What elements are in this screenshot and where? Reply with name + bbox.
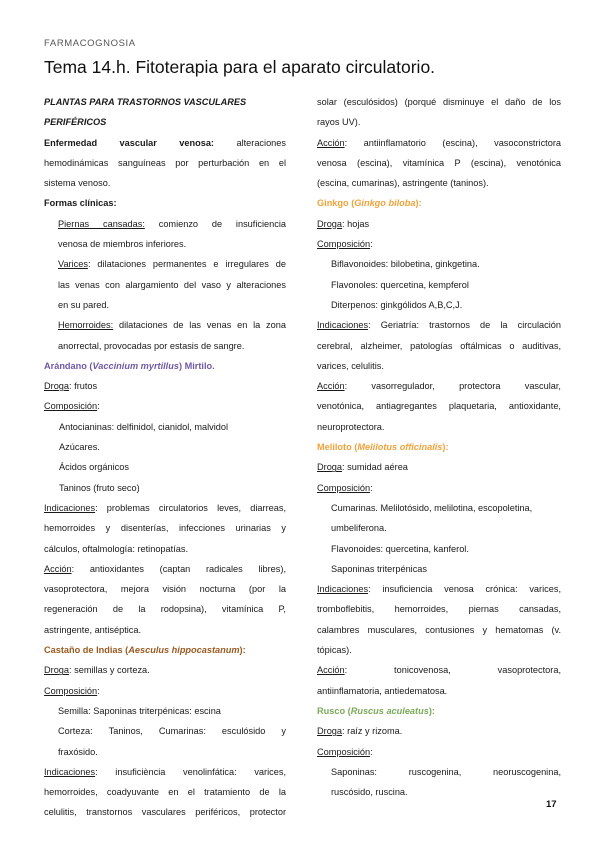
acc-label: Acción — [317, 665, 345, 676]
rusco-end: ): — [428, 705, 435, 716]
comp-colon: : — [370, 482, 373, 493]
meliloto-common: Meliloto ( — [317, 442, 358, 453]
acc-text: : antiinflamatorio (escina), vasoconstrictora — [344, 137, 561, 148]
varices-line-3: en su pared. — [58, 299, 110, 310]
meliloto-comp — [317, 478, 561, 498]
castano-heading — [44, 640, 286, 660]
list-item: Semilla: Saponinas triterpénicas: escina — [58, 705, 221, 716]
meliloto-heading — [317, 437, 561, 457]
comp-colon: : — [370, 746, 373, 757]
droga-label: Droga — [317, 218, 343, 229]
hem-line-1 — [44, 315, 286, 335]
varices-label: Varices — [58, 259, 88, 270]
ind-label: Indicaciones — [317, 320, 369, 331]
castano-ind-2: hemorroides, coadyuvante en el tratamiento de la — [44, 787, 286, 798]
castano-ind-3: celulitis, transtornos vasculares periféricos, protector — [44, 807, 286, 818]
varices-text: : dilataciones permanentes e irregulares de — [87, 259, 286, 270]
droga-label: Droga — [317, 726, 343, 737]
hem-label: Hemorroides: — [58, 320, 114, 331]
meliloto-ind-3: calambres musculares, contusiones y hematomas (v. — [317, 624, 561, 635]
meliloto-acc-1 — [317, 660, 561, 680]
list-item: Antocianinas: delfinidol, cianidol, malvidol — [59, 421, 229, 432]
arandano-acc-3: regeneración de la rodopsina), vitamínica P, — [44, 604, 286, 615]
left-column — [44, 92, 286, 823]
list-item: Taninos (fruto seco) — [59, 482, 140, 493]
ind-label: Indicaciones — [44, 766, 96, 777]
piernas-line-1 — [44, 214, 286, 234]
rusco-latin: Ruscus aculeatus — [350, 705, 429, 716]
formas-heading: Formas clínicas: — [44, 198, 117, 209]
cont-line-1: solar (esculósidos) (porqué disminuye el daño de los — [317, 97, 561, 107]
comp-label: Composición — [317, 239, 371, 250]
meliloto-latin: Melilotus officinalis — [357, 442, 443, 453]
right-column — [317, 92, 561, 802]
ginkgo-droga — [317, 214, 561, 234]
droga-label: Droga — [44, 381, 70, 392]
comp-label: Composición — [44, 685, 98, 696]
acc-label: Acción — [44, 563, 72, 574]
list-item: Flavonoides: quercetina, kanferol. — [331, 543, 469, 554]
acc-label: Acción — [317, 137, 345, 148]
ind-label: Indicaciones — [317, 584, 369, 595]
enf-label: Enfermedad vascular venosa: — [44, 137, 214, 148]
castano-common: Castaño de Indias ( — [44, 645, 129, 656]
ginkgo-heading — [317, 193, 561, 213]
ginkgo-ind-2: cerebral, alzheimer, patologías oftálmicas o auditivas, — [317, 340, 561, 351]
list-item: Diterpenos: ginkgólidos A,B,C,J. — [331, 299, 463, 310]
arandano-comp — [44, 396, 286, 416]
acc-text: : vasorregulador, protectora vascular, — [344, 381, 561, 392]
page-title: Tema 14.h. Fitoterapia para el aparato circulatorio. — [44, 57, 436, 77]
rusco-comp — [317, 742, 561, 762]
list-item: Ácidos orgánicos — [59, 462, 129, 473]
arandano-ind-3: cálculos, oftalmología: retinopatías. — [44, 543, 189, 554]
acc-text: : antioxidantes (captan radicales libres), — [71, 563, 286, 574]
list-item: Biflavonoides: bilobetina, ginkgetina. — [331, 259, 480, 270]
meliloto-acc-2: antiinflamatoria, antiedematosa. — [317, 685, 448, 696]
meliloto-ind-1 — [317, 579, 561, 599]
varices-line-2: las venas con alargamiento del vaso y alteraciones — [58, 279, 286, 290]
rusco-heading — [317, 701, 561, 721]
droga-value: : hojas — [342, 218, 370, 229]
castano-ind-1 — [44, 762, 286, 782]
hem-text: dilataciones de las venas en la zona — [118, 320, 286, 331]
arandano-acc-4: astringente, antiséptica. — [44, 624, 142, 635]
list-item: fraxósido. — [58, 746, 98, 757]
comp-label: Composición — [317, 482, 371, 493]
ind-text: : Geriatría: trastornos de la circulación — [368, 320, 561, 331]
acc-text: : tonicovenosa, vasoprotectora, — [344, 665, 561, 676]
castano-acc-3: (escina, cumarinas), astringente (taninos). — [317, 178, 489, 189]
enf-line-1 — [44, 133, 286, 153]
ginkgo-comp — [317, 234, 561, 254]
castano-latin: Aesculus hippocastanum — [128, 645, 240, 656]
meliloto-droga — [317, 457, 561, 477]
ginkgo-acc-1 — [317, 376, 561, 396]
droga-value: : frutos — [69, 381, 98, 392]
rusco-droga — [317, 721, 561, 741]
page-number: 17 — [546, 799, 557, 810]
rusco-common: Rusco ( — [317, 705, 351, 716]
castano-acc-2: venosa (escina), vitamínica P (escina), venotónica — [317, 157, 561, 168]
comp-colon: : — [97, 401, 100, 412]
comp-colon: : — [97, 685, 100, 696]
piernas-line-2: venosa de miembros inferiores. — [58, 239, 187, 250]
list-item: Flavonoles: quercetina, kempferol — [331, 279, 469, 290]
ind-text: : insuficiència venolinfática: varices, — [95, 766, 286, 777]
castano-acc-1 — [317, 133, 561, 153]
cont-line-2: rayos UV). — [317, 117, 361, 128]
comp-label: Composición — [44, 401, 98, 412]
enf-line-3: sistema venoso. — [44, 178, 111, 189]
list-item: Saponinas triterpénicas — [331, 563, 428, 574]
ginkgo-acc-3: neuroprotectora. — [317, 421, 385, 432]
piernas-label: Piernas cansadas: — [58, 218, 145, 229]
droga-value: : sumidad aérea — [342, 462, 408, 473]
arandano-ind-2: hemorroides y disenterías, infecciones urinarias y — [44, 523, 286, 534]
piernas-text: comienzo de insuficiencia — [158, 218, 286, 229]
droga-label: Droga — [44, 665, 70, 676]
list-item: Cumarinas. Melilotósido, melilotina, escopoletina, — [331, 502, 533, 513]
ginkgo-ind-3: varices, celulitis. — [317, 360, 384, 371]
section-heading: PLANTAS PARA TRASTORNOS VASCULARES PERIFÉRICOS — [44, 97, 247, 128]
hem-line-2: anorrectal, provocadas por estasis de sangre. — [58, 340, 245, 351]
ind-text: : insuficiencia venosa crónica: varices, — [368, 584, 561, 595]
list-item: Corteza: Taninos, Cumarinas: esculósido y — [58, 726, 286, 737]
arandano-ind-1 — [44, 498, 286, 518]
droga-value: : raíz y rizoma. — [342, 726, 403, 737]
arandano-common: Arándano ( — [44, 360, 93, 371]
ginkgo-ind-1 — [317, 315, 561, 335]
ind-label: Indicaciones — [44, 502, 96, 513]
arandano-acc-1 — [44, 559, 286, 579]
comp-label: Composición — [317, 746, 371, 757]
ginkgo-acc-2: venotónica, antiagregantes plaquetaria, antioxidante, — [317, 401, 561, 412]
varices-line-1 — [44, 254, 286, 274]
castano-droga — [44, 660, 286, 680]
arandano-acc-2: vasoprotectora, mejora visión nocturna (por la — [44, 584, 286, 595]
meliloto-ind-4: tópicas). — [317, 645, 352, 656]
ginkgo-end: ): — [415, 198, 422, 209]
comp-colon: : — [370, 239, 373, 250]
arandano-droga — [44, 376, 286, 396]
enf-text: alteraciones — [236, 137, 286, 148]
meliloto-ind-2: tromboflebitis, hemorroides, piernas cansadas, — [317, 604, 561, 615]
list-item: Azúcares. — [59, 442, 100, 453]
ginkgo-latin: Ginkgo biloba — [354, 198, 416, 209]
meliloto-end: ): — [442, 442, 449, 453]
arandano-latin: Vaccinium myrtillus — [92, 360, 179, 371]
enf-line-2: hemodinámicas sanguíneas por perturbación en el — [44, 157, 286, 168]
droga-value: : semillas y corteza. — [69, 665, 150, 676]
ginkgo-common: Ginkgo ( — [317, 198, 355, 209]
castano-comp — [44, 681, 286, 701]
list-item: Saponinas: ruscogenina, neoruscogenina, — [331, 766, 561, 777]
droga-label: Droga — [317, 462, 343, 473]
arandano-end: ) Mirtilo. — [178, 360, 215, 371]
list-item: ruscósido, ruscina. — [331, 787, 408, 798]
ind-text: : problemas circulatorios leves, diarreas, — [95, 502, 286, 513]
running-header: FARMACOGNOSIA — [44, 38, 136, 49]
list-item: umbeliferona. — [331, 523, 387, 534]
arandano-heading — [44, 356, 286, 376]
acc-label: Acción — [317, 381, 345, 392]
castano-end: ): — [239, 645, 246, 656]
